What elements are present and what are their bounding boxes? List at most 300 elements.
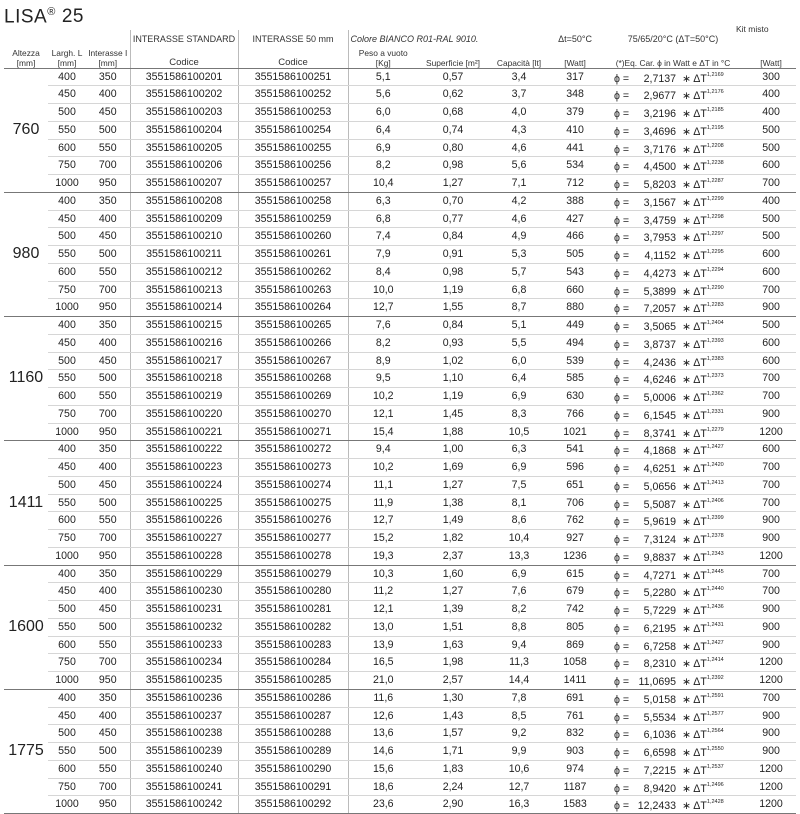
kit-cell: 900 xyxy=(746,636,796,654)
superficie-cell: 1,63 xyxy=(418,636,488,654)
watt-cell: 706 xyxy=(550,494,600,512)
codice-standard-cell: 3551586100206 xyxy=(130,157,238,175)
interasse-cell: 400 xyxy=(86,86,130,104)
interasse-cell: 350 xyxy=(86,441,130,459)
kit-cell: 700 xyxy=(746,689,796,707)
codice-standard-cell: 3551586100201 xyxy=(130,68,238,86)
larghezza-header: Largh. L [mm] xyxy=(48,44,86,68)
codice-50-cell: 3551586100274 xyxy=(238,476,348,494)
interasse-cell: 550 xyxy=(86,139,130,157)
delta-t-symbol: ∗ ΔT xyxy=(682,303,707,316)
codice-50-cell: 3551586100288 xyxy=(238,725,348,743)
altezza-cell: 1411 xyxy=(4,441,48,565)
codice-standard-cell: 3551586100227 xyxy=(130,530,238,548)
watt-cell: 541 xyxy=(550,441,600,459)
peso-cell: 14,6 xyxy=(348,743,418,761)
phi-value: 6,2195 xyxy=(643,622,677,635)
phi-symbol: ϕ = xyxy=(614,605,630,617)
superficie-cell: 2,90 xyxy=(418,796,488,814)
kit-cell: 900 xyxy=(746,707,796,725)
delta-t-symbol: ∗ ΔT xyxy=(682,498,707,511)
peso-cell: 12,1 xyxy=(348,405,418,423)
interasse-cell: 450 xyxy=(86,476,130,494)
superficie-cell: 1,27 xyxy=(418,476,488,494)
exponent: 1,2440 xyxy=(706,586,724,593)
capacita-cell: 10,6 xyxy=(488,760,550,778)
exponent: 1,2383 xyxy=(706,355,724,362)
capacita-cell: 6,3 xyxy=(488,441,550,459)
watt-cell: 505 xyxy=(550,246,600,264)
delta-t-symbol: ∗ ΔT xyxy=(682,143,707,156)
interasse-cell: 700 xyxy=(86,778,130,796)
kit-cell: 900 xyxy=(746,725,796,743)
phi-symbol: ϕ = xyxy=(614,764,630,777)
delta-t-symbol: ∗ ΔT xyxy=(682,640,707,653)
peso-cell: 12,7 xyxy=(348,512,418,530)
delta-t-symbol: ∗ ΔT xyxy=(682,267,707,280)
table-row xyxy=(4,689,796,707)
phi-value: 5,0656 xyxy=(643,480,677,493)
phi-value: 3,1567 xyxy=(643,196,677,209)
phi-symbol: ϕ = xyxy=(614,480,630,493)
width-cell: 500 xyxy=(48,601,86,619)
capacita-header: Capacità [lt] xyxy=(488,44,550,68)
table-row xyxy=(4,512,796,530)
kit-cell: 400 xyxy=(746,86,796,104)
watt-cell: 534 xyxy=(550,157,600,175)
delta-t-symbol: ∗ ΔT xyxy=(682,676,707,688)
phi-symbol: ϕ = xyxy=(614,250,630,262)
table-row xyxy=(4,654,796,672)
peso-cell: 13,6 xyxy=(348,725,418,743)
phi-value: 3,8737 xyxy=(643,338,677,351)
delta-t-symbol: ∗ ΔT xyxy=(682,214,707,227)
codice-standard-cell: 3551586100233 xyxy=(130,636,238,654)
exponent: 1,2294 xyxy=(706,266,724,273)
codice-50-header: Codice xyxy=(238,44,348,68)
codice-50-cell: 3551586100289 xyxy=(238,743,348,761)
phi-symbol: ϕ = xyxy=(614,658,630,671)
superficie-cell: 0,84 xyxy=(418,228,488,246)
phi-value: 6,1036 xyxy=(643,729,677,742)
superficie-cell: 1,19 xyxy=(418,281,488,299)
phi-symbol: ϕ = xyxy=(614,676,630,688)
table-row xyxy=(4,317,796,335)
phi-value: 3,4696 xyxy=(643,125,677,138)
capacita-cell: 9,2 xyxy=(488,725,550,743)
kit-cell: 1200 xyxy=(746,547,796,565)
capacita-cell: 6,0 xyxy=(488,352,550,370)
peso-cell: 6,0 xyxy=(348,104,418,122)
watt-cell: 691 xyxy=(550,689,600,707)
table-row xyxy=(4,565,796,583)
peso-cell: 6,8 xyxy=(348,210,418,228)
phi-value: 5,7229 xyxy=(643,605,677,617)
codice-50-cell: 3551586100267 xyxy=(238,352,348,370)
capacita-cell: 4,2 xyxy=(488,192,550,210)
width-cell: 600 xyxy=(48,512,86,530)
delta-t-symbol: ∗ ΔT xyxy=(682,232,707,245)
width-cell: 600 xyxy=(48,636,86,654)
table-row xyxy=(4,192,796,210)
kit-cell: 400 xyxy=(746,192,796,210)
phi-value: 3,2196 xyxy=(643,108,677,120)
phi-symbol: ϕ = xyxy=(614,782,630,795)
codice-standard-cell: 3551586100217 xyxy=(130,352,238,370)
superficie-cell: 0,57 xyxy=(418,68,488,86)
codice-50-cell: 3551586100251 xyxy=(238,68,348,86)
codice-standard-cell: 3551586100226 xyxy=(130,512,238,530)
codice-standard-cell: 3551586100237 xyxy=(130,707,238,725)
table-row xyxy=(4,370,796,388)
codice-standard-cell: 3551586100204 xyxy=(130,121,238,139)
delta-t-symbol: ∗ ΔT xyxy=(682,321,707,333)
phi-symbol: ϕ = xyxy=(614,551,630,564)
peso-cell: 8,9 xyxy=(348,352,418,370)
capacita-cell: 3,7 xyxy=(488,86,550,104)
superficie-cell: 0,93 xyxy=(418,334,488,352)
exponent: 1,2591 xyxy=(706,692,724,699)
interasse-cell: 350 xyxy=(86,317,130,335)
formula-cell xyxy=(600,210,746,228)
kit-cell: 900 xyxy=(746,601,796,619)
codice-50-cell: 3551586100257 xyxy=(238,175,348,193)
codice-standard-cell: 3551586100219 xyxy=(130,388,238,406)
superficie-cell: 1,55 xyxy=(418,299,488,317)
phi-symbol: ϕ = xyxy=(614,267,630,280)
exponent: 1,2392 xyxy=(706,675,724,681)
interasse-cell: 500 xyxy=(86,121,130,139)
formula-cell xyxy=(600,743,746,761)
codice-50-cell: 3551586100273 xyxy=(238,459,348,477)
delta-t-symbol: ∗ ΔT xyxy=(682,392,707,404)
superficie-cell: 0,98 xyxy=(418,263,488,281)
width-cell: 400 xyxy=(48,441,86,459)
width-cell: 450 xyxy=(48,459,86,477)
codice-50-cell: 3551586100270 xyxy=(238,405,348,423)
formula-cell xyxy=(600,725,746,743)
formula-cell xyxy=(600,530,746,548)
formula-cell xyxy=(600,654,746,672)
capacita-cell: 5,6 xyxy=(488,157,550,175)
exponent: 1,2331 xyxy=(706,408,724,415)
formula-cell xyxy=(600,246,746,264)
codice-standard-cell: 3551586100203 xyxy=(130,104,238,122)
formula-cell xyxy=(600,192,746,210)
codice-standard-cell: 3551586100216 xyxy=(130,334,238,352)
interasse-cell: 950 xyxy=(86,175,130,193)
width-cell: 750 xyxy=(48,157,86,175)
phi-symbol: ϕ = xyxy=(614,427,630,440)
exponent: 1,2431 xyxy=(706,621,724,628)
delta-t-symbol: ∗ ΔT xyxy=(682,800,707,813)
exponent: 1,2496 xyxy=(706,781,724,788)
codice-50-cell: 3551586100279 xyxy=(238,565,348,583)
formula-cell xyxy=(600,334,746,352)
exponent: 1,2427 xyxy=(706,639,724,646)
watt-cell: 805 xyxy=(550,618,600,636)
exponent: 1,2195 xyxy=(706,124,724,131)
kit-cell: 900 xyxy=(746,299,796,317)
formula-cell xyxy=(600,263,746,281)
table-row xyxy=(4,459,796,477)
interasse-cell: 500 xyxy=(86,370,130,388)
codice-50-cell: 3551586100263 xyxy=(238,281,348,299)
watt-cell: 449 xyxy=(550,317,600,335)
width-cell: 550 xyxy=(48,121,86,139)
interasse-cell: 500 xyxy=(86,246,130,264)
peso-cell: 10,3 xyxy=(348,565,418,583)
altezza-cell: 980 xyxy=(4,192,48,316)
kit-cell: 600 xyxy=(746,263,796,281)
delta-t-symbol: ∗ ΔT xyxy=(682,108,707,120)
phi-symbol: ϕ = xyxy=(614,516,630,529)
codice-standard-cell: 3551586100208 xyxy=(130,192,238,210)
phi-value: 5,8203 xyxy=(643,179,677,191)
exponent: 1,2537 xyxy=(706,763,724,770)
watt-cell: 880 xyxy=(550,299,600,317)
colore-header: Colore BIANCO R01-RAL 9010. xyxy=(348,30,550,44)
capacita-cell: 6,9 xyxy=(488,388,550,406)
capacita-cell: 4,6 xyxy=(488,139,550,157)
exponent: 1,2362 xyxy=(706,391,724,397)
phi-symbol: ϕ = xyxy=(614,72,630,85)
width-cell: 450 xyxy=(48,583,86,601)
table-row xyxy=(4,352,796,370)
table-row xyxy=(4,672,796,690)
kit-cell: 500 xyxy=(746,228,796,246)
phi-value: 8,9420 xyxy=(643,782,677,795)
table-row xyxy=(4,334,796,352)
codice-50-cell: 3551586100262 xyxy=(238,263,348,281)
codice-50-cell: 3551586100284 xyxy=(238,654,348,672)
kit-watt-header: [Watt] xyxy=(746,44,796,68)
phi-symbol: ϕ = xyxy=(614,640,630,653)
codice-standard-cell: 3551586100234 xyxy=(130,654,238,672)
phi-value: 3,7953 xyxy=(643,232,677,245)
width-cell: 1000 xyxy=(48,423,86,441)
capacita-cell: 10,4 xyxy=(488,530,550,548)
width-cell: 400 xyxy=(48,317,86,335)
interasse-cell: 400 xyxy=(86,210,130,228)
watt-cell: 1411 xyxy=(550,672,600,690)
peso-cell: 12,6 xyxy=(348,707,418,725)
kit-misto-header: Kit misto xyxy=(736,24,769,34)
exponent: 1,2378 xyxy=(706,533,724,539)
kit-cell: 600 xyxy=(746,157,796,175)
kit-cell: 300 xyxy=(746,68,796,86)
delta-t-symbol: ∗ ΔT xyxy=(682,605,707,617)
width-cell: 600 xyxy=(48,760,86,778)
exponent: 1,2295 xyxy=(706,249,724,255)
codice-standard-header: Codice xyxy=(130,44,238,68)
width-cell: 500 xyxy=(48,104,86,122)
codice-50-cell: 3551586100292 xyxy=(238,796,348,814)
phi-value: 3,4759 xyxy=(643,214,677,227)
codice-standard-cell: 3551586100210 xyxy=(130,228,238,246)
phi-value: 5,5534 xyxy=(643,711,677,724)
formula-cell xyxy=(600,121,746,139)
interasse-cell: 350 xyxy=(86,689,130,707)
watt-cell: 762 xyxy=(550,512,600,530)
table-row xyxy=(4,601,796,619)
codice-standard-cell: 3551586100207 xyxy=(130,175,238,193)
superficie-cell: 1,82 xyxy=(418,530,488,548)
dt50-header: Δt=50°C xyxy=(558,34,592,44)
exponent: 1,2436 xyxy=(706,604,724,610)
table-row xyxy=(4,547,796,565)
width-cell: 550 xyxy=(48,618,86,636)
codice-50-cell: 3551586100283 xyxy=(238,636,348,654)
table-row xyxy=(4,263,796,281)
codice-standard-cell: 3551586100220 xyxy=(130,405,238,423)
codice-50-cell: 3551586100272 xyxy=(238,441,348,459)
codice-standard-cell: 3551586100236 xyxy=(130,689,238,707)
capacita-cell: 7,1 xyxy=(488,175,550,193)
codice-50-cell: 3551586100264 xyxy=(238,299,348,317)
phi-symbol: ϕ = xyxy=(614,693,630,706)
phi-symbol: ϕ = xyxy=(614,338,630,351)
formula-cell xyxy=(600,175,746,193)
delta-t-symbol: ∗ ΔT xyxy=(682,196,707,209)
kit-cell: 500 xyxy=(746,210,796,228)
superficie-cell: 0,77 xyxy=(418,210,488,228)
peso-cell: 7,6 xyxy=(348,317,418,335)
exponent: 1,2413 xyxy=(706,479,724,486)
capacita-cell: 5,3 xyxy=(488,246,550,264)
codice-standard-cell: 3551586100205 xyxy=(130,139,238,157)
watt-cell: 615 xyxy=(550,565,600,583)
kit-cell: 700 xyxy=(746,494,796,512)
phi-symbol: ϕ = xyxy=(614,321,630,333)
kit-cell: 700 xyxy=(746,583,796,601)
table-body xyxy=(4,68,796,814)
width-cell: 750 xyxy=(48,281,86,299)
interasse-cell: 500 xyxy=(86,494,130,512)
interasse-cell: 450 xyxy=(86,104,130,122)
interasse-cell: 450 xyxy=(86,228,130,246)
watt-cell: 1236 xyxy=(550,547,600,565)
delta-t-symbol: ∗ ΔT xyxy=(682,409,707,422)
codice-standard-cell: 3551586100223 xyxy=(130,459,238,477)
width-cell: 400 xyxy=(48,565,86,583)
interasse-cell: 950 xyxy=(86,796,130,814)
table-row xyxy=(4,476,796,494)
codice-standard-cell: 3551586100222 xyxy=(130,441,238,459)
kit-cell: 600 xyxy=(746,441,796,459)
codice-50-cell: 3551586100278 xyxy=(238,547,348,565)
codice-50-cell: 3551586100265 xyxy=(238,317,348,335)
peso-cell: 12,7 xyxy=(348,299,418,317)
kit-cell: 600 xyxy=(746,334,796,352)
watt-cell: 651 xyxy=(550,476,600,494)
width-cell: 550 xyxy=(48,494,86,512)
peso-cell: 9,5 xyxy=(348,370,418,388)
peso-cell: 15,4 xyxy=(348,423,418,441)
capacita-cell: 8,1 xyxy=(488,494,550,512)
kit-cell: 700 xyxy=(746,370,796,388)
width-cell: 550 xyxy=(48,370,86,388)
width-cell: 500 xyxy=(48,228,86,246)
altezza-header: Altezza [mm] xyxy=(4,44,48,68)
delta-t-symbol: ∗ ΔT xyxy=(682,711,707,724)
codice-50-cell: 3551586100280 xyxy=(238,583,348,601)
interasse-cell: 950 xyxy=(86,423,130,441)
superficie-cell: 1,88 xyxy=(418,423,488,441)
formula-cell xyxy=(600,370,746,388)
codice-50-cell: 3551586100259 xyxy=(238,210,348,228)
table-row xyxy=(4,104,796,122)
capacita-cell: 10,5 xyxy=(488,423,550,441)
table-row xyxy=(4,175,796,193)
formula-cell xyxy=(600,68,746,86)
capacita-cell: 4,6 xyxy=(488,210,550,228)
peso-cell: 6,4 xyxy=(348,121,418,139)
exponent: 1,2406 xyxy=(706,497,724,504)
superficie-cell: 1,30 xyxy=(418,689,488,707)
delta-t-symbol: ∗ ΔT xyxy=(682,338,707,351)
codice-standard-cell: 3551586100209 xyxy=(130,210,238,228)
phi-symbol: ϕ = xyxy=(614,409,630,422)
exponent: 1,2298 xyxy=(706,213,724,220)
interasse-cell: 450 xyxy=(86,725,130,743)
capacita-cell: 8,2 xyxy=(488,601,550,619)
capacita-cell: 5,1 xyxy=(488,317,550,335)
altezza-cell: 1600 xyxy=(4,565,48,689)
watt-cell: 660 xyxy=(550,281,600,299)
width-cell: 400 xyxy=(48,68,86,86)
interasse-50-header: INTERASSE 50 mm xyxy=(238,30,348,44)
codice-50-cell: 3551586100258 xyxy=(238,192,348,210)
phi-symbol: ϕ = xyxy=(614,587,630,600)
exponent: 1,2238 xyxy=(706,160,724,167)
exponent: 1,2445 xyxy=(706,568,724,575)
phi-symbol: ϕ = xyxy=(614,498,630,511)
phi-symbol: ϕ = xyxy=(614,445,630,458)
watt-header: [Watt] xyxy=(550,44,600,68)
capacita-cell: 8,5 xyxy=(488,707,550,725)
table-row xyxy=(4,157,796,175)
kit-cell: 1200 xyxy=(746,796,796,814)
width-cell: 500 xyxy=(48,725,86,743)
codice-50-cell: 3551586100281 xyxy=(238,601,348,619)
watt-cell: 1583 xyxy=(550,796,600,814)
table-row xyxy=(4,760,796,778)
capacita-cell: 9,9 xyxy=(488,743,550,761)
kit-cell: 1200 xyxy=(746,760,796,778)
capacita-cell: 13,3 xyxy=(488,547,550,565)
phi-symbol: ϕ = xyxy=(614,303,630,316)
interasse-cell: 500 xyxy=(86,618,130,636)
superficie-cell: 1,02 xyxy=(418,352,488,370)
delta-t-symbol: ∗ ΔT xyxy=(682,463,707,475)
width-cell: 550 xyxy=(48,246,86,264)
width-cell: 1000 xyxy=(48,796,86,814)
peso-cell: 7,4 xyxy=(348,228,418,246)
superficie-cell: 2,24 xyxy=(418,778,488,796)
formula-cell xyxy=(600,760,746,778)
delta-t-symbol: ∗ ΔT xyxy=(682,587,707,600)
codice-standard-cell: 3551586100241 xyxy=(130,778,238,796)
superficie-cell: 1,39 xyxy=(418,601,488,619)
interasse-cell: 550 xyxy=(86,388,130,406)
interasse-cell: 500 xyxy=(86,743,130,761)
delta-t-symbol: ∗ ΔT xyxy=(682,356,707,369)
watt-cell: 317 xyxy=(550,68,600,86)
exponent: 1,2283 xyxy=(706,302,724,309)
codice-standard-cell: 3551586100240 xyxy=(130,760,238,778)
codice-standard-cell: 3551586100202 xyxy=(130,86,238,104)
